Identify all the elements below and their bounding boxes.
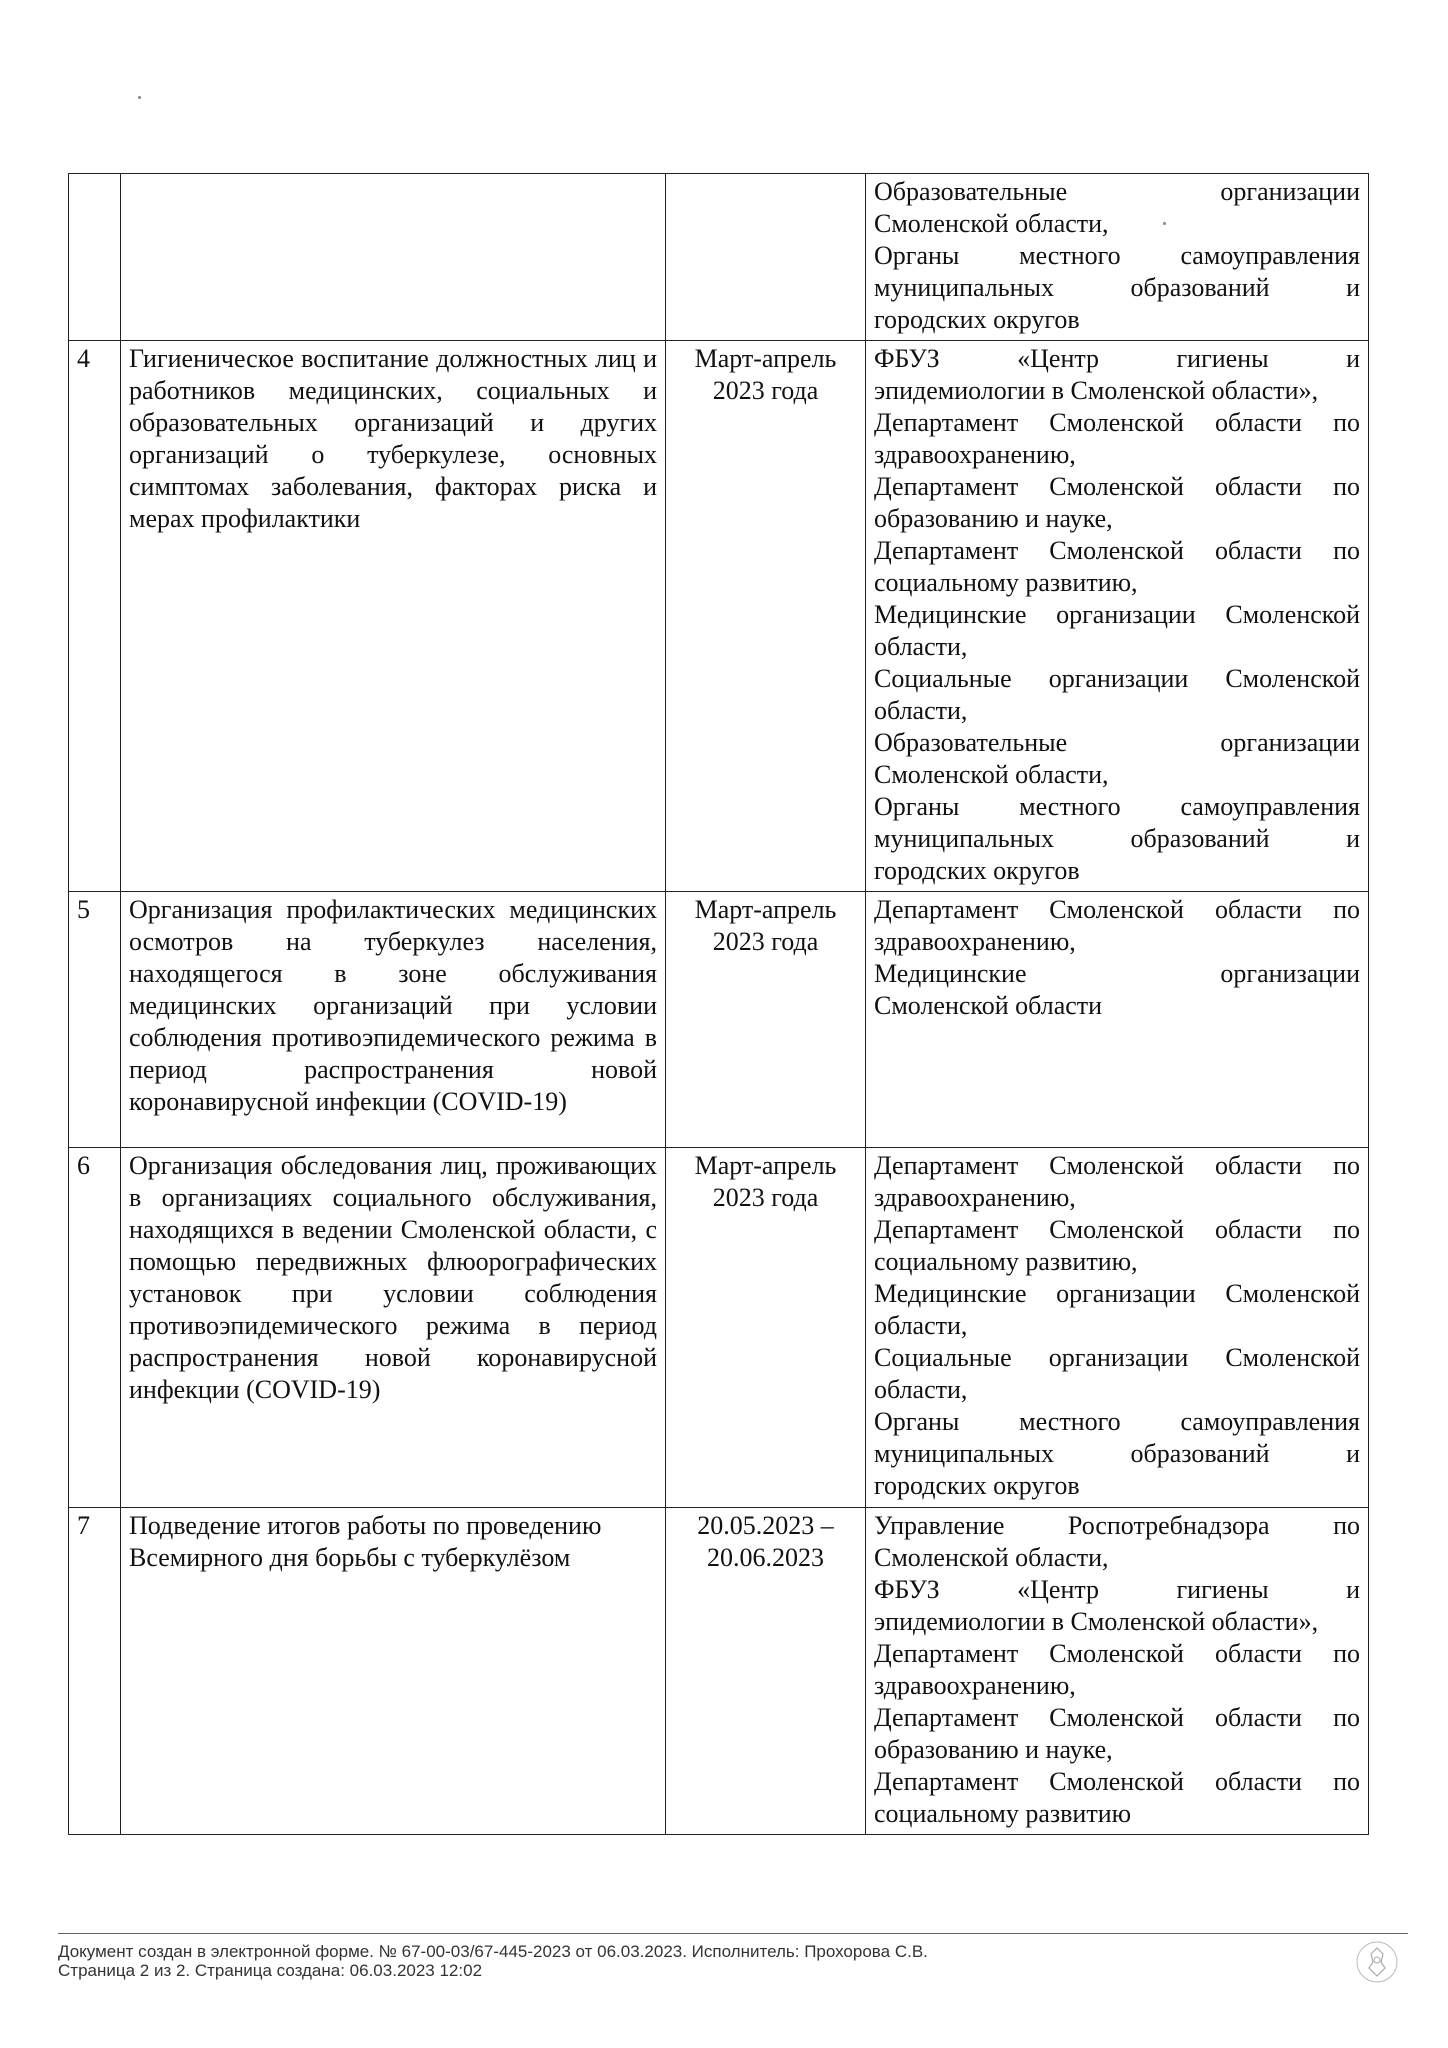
table-row <box>69 341 1369 892</box>
executor-line: Органы местного самоуправления <box>874 792 1360 821</box>
executor-line: Органы местного самоуправления <box>874 1407 1360 1436</box>
executor-line: Смоленской области, <box>874 209 1109 238</box>
row-number: 5 <box>69 892 121 1148</box>
executor-line: Медицинские организации <box>874 959 1360 988</box>
event-cell: Организация профилактических медицинских осмотров на туберкулез населения, находящегося в зоне обслуживания медицинских организаций при условии соблюдения противоэпидемического режима в период распространения новой коронавирусной инфекции (COVID-19) <box>121 892 666 1148</box>
executor-line: области, <box>874 632 968 661</box>
executor-line: Смоленской области <box>874 991 1103 1020</box>
executor-line: области, <box>874 1311 968 1340</box>
executors-cell <box>866 892 1369 1148</box>
executor-line: городских округов <box>874 856 1080 885</box>
executors-cell <box>866 174 1369 341</box>
event-cell <box>121 174 666 341</box>
executor-line: Департамент Смоленской области по <box>874 1703 1360 1732</box>
executor-line: образованию и науке, <box>874 1735 1113 1764</box>
table-row <box>69 892 1369 1148</box>
executor-line: социальному развитию, <box>874 1247 1138 1276</box>
executor-line: Социальные организации Смоленской <box>874 664 1360 693</box>
coat-of-arms-icon <box>1355 1940 1399 1984</box>
executor-line: муниципальных образований и <box>874 1439 1360 1468</box>
table-row <box>69 1508 1369 1835</box>
executor-line: Департамент Смоленской области по <box>874 1639 1360 1668</box>
executor-line: здравоохранению, <box>874 440 1076 469</box>
executor-line: Департамент Смоленской области по <box>874 895 1360 924</box>
executor-line: здравоохранению, <box>874 1183 1076 1212</box>
executor-line: Медицинские организации Смоленской <box>874 1279 1360 1308</box>
measures-table <box>68 173 1369 1835</box>
executor-line: здравоохранению, <box>874 927 1076 956</box>
document-footer <box>58 1933 1408 1980</box>
executors-cell <box>866 341 1369 892</box>
row-number: 4 <box>69 341 121 892</box>
period-cell: Март-апрель 2023 года <box>666 341 866 892</box>
executor-line: Образовательные организации <box>874 177 1360 206</box>
executor-line: социальному развитию, <box>874 568 1138 597</box>
executor-line: ФБУЗ «Центр гигиены и <box>874 344 1360 373</box>
executor-line: эпидемиологии в Смоленской области», <box>874 376 1319 405</box>
executor-line: ФБУЗ «Центр гигиены и <box>874 1575 1360 1604</box>
executors-cell <box>866 1148 1369 1508</box>
executor-line: области, <box>874 696 968 725</box>
executor-line: Управление Роспотребнадзора по <box>874 1511 1360 1540</box>
table-row <box>69 174 1369 341</box>
executor-line: Департамент Смоленской области по <box>874 536 1360 565</box>
executors-cell <box>866 1508 1369 1835</box>
executor-line: муниципальных образований и <box>874 273 1360 302</box>
executor-line: городских округов <box>874 1471 1080 1500</box>
row-number: 7 <box>69 1508 121 1835</box>
scan-speck <box>138 96 141 99</box>
event-cell: Гигиеническое воспитание должностных лиц и работников медицинских, социальных и образовательных организаций и других организаций о туберкулезе, основных симптомах заболевания, факторах риска и мерах профилактики <box>121 341 666 892</box>
table-body <box>69 174 1369 1835</box>
executor-line: эпидемиологии в Смоленской области», <box>874 1607 1319 1636</box>
executor-line: здравоохранению, <box>874 1671 1076 1700</box>
row-number <box>69 174 121 341</box>
footer-page-info: Страница 2 из 2. Страница создана: 06.03.2023 12:02 <box>58 1961 483 1980</box>
executor-line: Департамент Смоленской области по <box>874 1767 1360 1796</box>
executor-line: городских округов <box>874 305 1080 334</box>
executor-line: Медицинские организации Смоленской <box>874 600 1360 629</box>
period-cell: Март-апрель 2023 года <box>666 892 866 1148</box>
executor-line: социальному развитию <box>874 1799 1132 1828</box>
period-cell: 20.05.2023 – 20.06.2023 <box>666 1508 866 1835</box>
executor-line: Образовательные организации <box>874 728 1360 757</box>
table-row <box>69 1148 1369 1508</box>
executor-line: Департамент Смоленской области по <box>874 1215 1360 1244</box>
executor-line: Департамент Смоленской области по <box>874 408 1360 437</box>
executor-line: Социальные организации Смоленской <box>874 1343 1360 1372</box>
row-number: 6 <box>69 1148 121 1508</box>
event-cell: Организация обследования лиц, проживающих в организациях социального обслуживания, находящихся в ведении Смоленской области, с помощью передвижных флюорографических установок при условии соблюдения противоэпидемического режима в период распространения новой коронавирусной инфекции (COVID-19) <box>121 1148 666 1508</box>
event-cell: Подведение итогов работы по проведению Всемирного дня борьбы с туберкулёзом <box>121 1508 666 1835</box>
executor-line: муниципальных образований и <box>874 824 1360 853</box>
executor-line: Департамент Смоленской области по <box>874 472 1360 501</box>
executor-line: Смоленской области, <box>874 1543 1109 1572</box>
executor-line: области, <box>874 1375 968 1404</box>
executor-line: Департамент Смоленской области по <box>874 1151 1360 1180</box>
executor-line: Смоленской области, <box>874 760 1109 789</box>
executor-line: образованию и науке, <box>874 504 1113 533</box>
executor-line: Органы местного самоуправления <box>874 241 1360 270</box>
footer-document-info: Документ создан в электронной форме. № 67-00-03/67-445-2023 от 06.03.2023. Исполнитель: Прохорова С.В. <box>58 1942 928 1961</box>
period-cell: Март-апрель 2023 года <box>666 1148 866 1508</box>
period-cell <box>666 174 866 341</box>
